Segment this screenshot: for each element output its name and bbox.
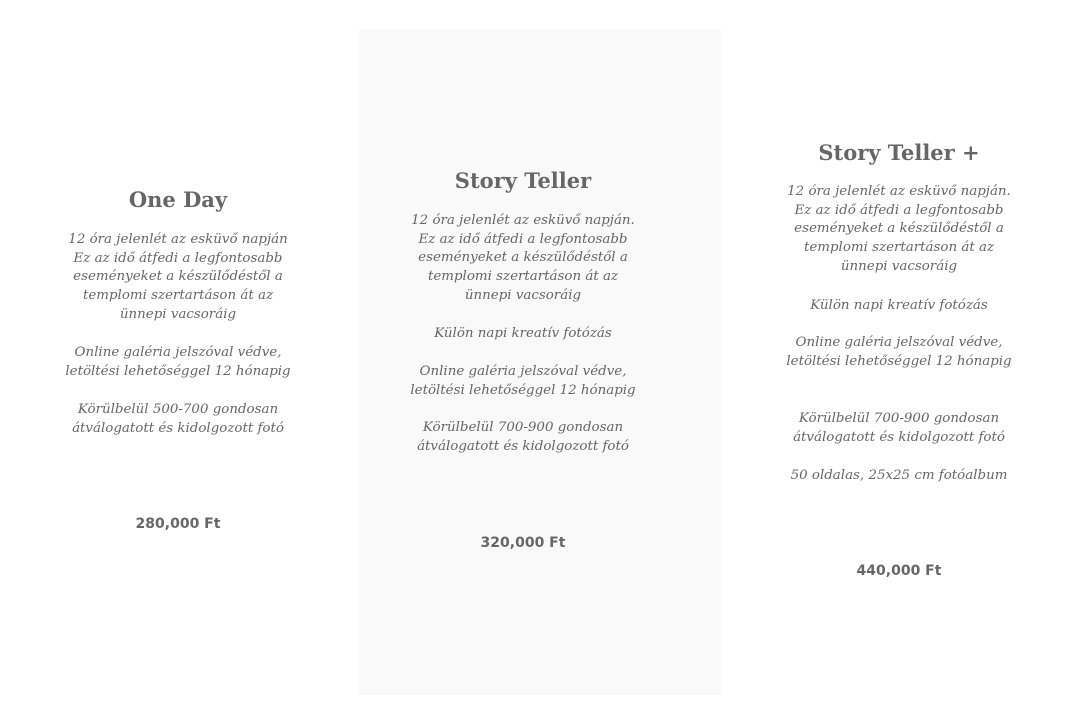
plan-feature: Online galéria jelszóval védve, letöltési lehetőséggel 12 hónapig [410, 364, 636, 398]
plan-feature: 12 óra jelenlét az esküvő napján. Ez az idő átfedi a legfontosabb eseményeket a készülődéstől a templomi szertartáson át az ünnepi vacsoráig [411, 213, 635, 303]
plan-feature: Külön napi kreatív fotózás [434, 326, 612, 341]
plan-feature: 50 oldalas, 25x25 cm fotóalbum [790, 468, 1008, 483]
plan-price: 320,000 Ft [480, 535, 566, 551]
plan-card-story-teller-plus [779, 0, 1019, 724]
plan-feature: 12 óra jelenlét az esküvő napján. Ez az idő átfedi a legfontosabb eseményeket a készülődéstől a templomi szertartáson át az ünnepi vacsoráig [787, 184, 1011, 274]
plan-feature: Online galéria jelszóval védve, letöltési lehetőséggel 12 hónapig [786, 335, 1012, 369]
plan-price: 440,000 Ft [856, 563, 942, 579]
plan-feature: Körülbelül 700-900 gondosan átválogatott és kidolgozott fotó [417, 420, 629, 454]
plan-title: One Day [128, 187, 228, 212]
plan-card-story-teller [403, 0, 643, 724]
plan-feature: Külön napi kreatív fotózás [810, 298, 988, 313]
plan-title: Story Teller [454, 168, 592, 193]
plan-feature: Körülbelül 700-900 gondosan átválogatott és kidolgozott fotó [793, 411, 1005, 445]
plan-card-one-day [58, 0, 298, 724]
plan-feature: 12 óra jelenlét az esküvő napján Ez az idő átfedi a legfontosabb eseményeket a készülődéstől a templomi szertartáson át az ünnepi vacsoráig [68, 232, 288, 322]
plan-feature: Körülbelül 500-700 gondosan átválogatott és kidolgozott fotó [72, 402, 284, 436]
plan-price: 280,000 Ft [135, 516, 221, 532]
plan-title: Story Teller + [818, 140, 980, 165]
plan-feature: Online galéria jelszóval védve, letöltési lehetőséggel 12 hónapig [65, 345, 291, 379]
